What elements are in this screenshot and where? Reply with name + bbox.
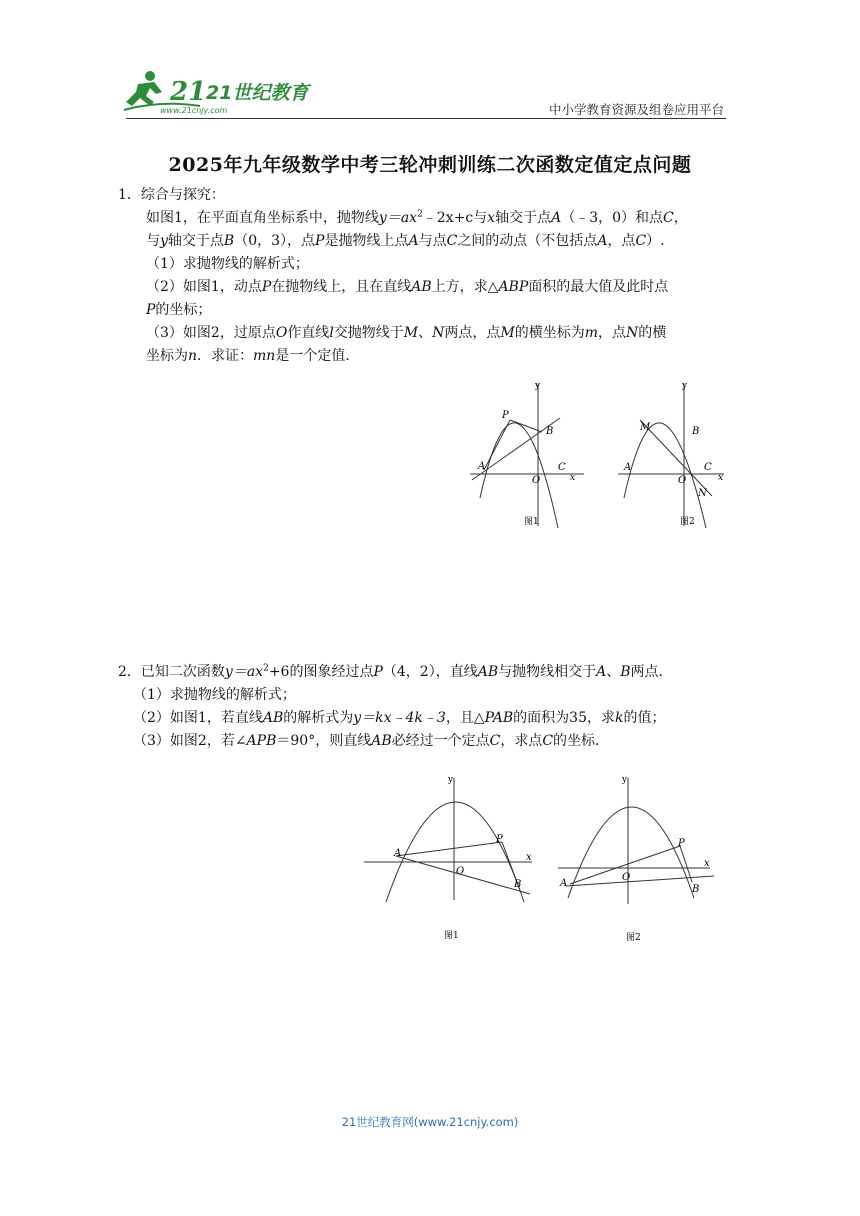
q1-figure-2 <box>616 378 728 530</box>
svg-text:B: B <box>546 426 554 437</box>
svg-text:y: y <box>682 381 688 391</box>
q1-figure-1 <box>466 378 592 530</box>
q2-fig1-caption: 图1 <box>444 931 459 941</box>
q2-stem: 2．已知二次函数$y=ax^2+6$的图象经过点P（4，2），直线AB与抛物线相交于A、B两点． <box>118 663 673 680</box>
svg-text:A: A <box>560 878 568 889</box>
svg-text:P: P <box>502 410 509 421</box>
svg-text:B: B <box>692 884 700 895</box>
q2-part1: （1）求抛物线的解析式； <box>133 687 296 703</box>
svg-text:C: C <box>558 462 566 473</box>
q1-fig2-caption: 图2 <box>680 517 695 527</box>
q1-part3-cont: 坐标为n．求证：mn是一个定值． <box>146 348 360 364</box>
svg-text:N: N <box>698 488 707 499</box>
svg-text:C: C <box>704 462 712 473</box>
svg-text:B: B <box>514 879 522 890</box>
line-l <box>640 420 712 496</box>
svg-text:O: O <box>622 872 631 883</box>
q1-part2-cont: P的坐标； <box>146 302 212 318</box>
site-logo[interactable] <box>120 66 310 118</box>
svg-text:P: P <box>496 834 503 845</box>
q2-fig2-caption: 图2 <box>626 933 641 943</box>
footer-link[interactable]: 21世纪教育网(www.21cnjy.com) <box>341 1115 519 1129</box>
svg-text:P: P <box>678 838 685 849</box>
svg-text:x: x <box>704 858 710 869</box>
q2-figure-1 <box>360 772 540 942</box>
logo-text: 21世纪教育 <box>206 82 309 104</box>
q2-part2: （2）如图1，若直线AB的解析式为y＝kx﹣4k﹣3，且△PAB的面积为35，求k的值； <box>133 710 666 726</box>
segment-ap <box>396 842 502 856</box>
svg-text:21: 21 <box>170 77 207 107</box>
svg-text:O: O <box>532 475 541 486</box>
q1-fig1-caption: 图1 <box>524 517 539 527</box>
svg-text:O: O <box>456 866 465 877</box>
svg-text:A: A <box>478 461 486 472</box>
header-divider <box>126 118 726 119</box>
parabola <box>386 802 524 902</box>
svg-text:O: O <box>678 475 687 486</box>
q1-stem-line2: 与y轴交于点B（0，3），点P是抛物线上点A与点C之间的动点（不包括点A，点C）. <box>146 233 665 249</box>
svg-text:A: A <box>394 848 402 859</box>
page-title: 2025年九年级数学中考三轮冲刺训练二次函数定值定点问题 <box>168 154 692 176</box>
logo-url: www.21cnjy.com <box>160 106 228 115</box>
svg-text:y: y <box>448 775 454 785</box>
svg-text:y: y <box>622 775 628 785</box>
svg-text:x: x <box>570 473 576 483</box>
q1-part1: （1）求抛物线的解析式； <box>146 256 309 272</box>
svg-text:B: B <box>692 426 700 437</box>
q1-part2: （2）如图1，动点P在抛物线上，且在直线AB上方，求△ABP面积的最大值及此时点 <box>146 279 669 295</box>
svg-text:M: M <box>640 422 651 433</box>
parabola <box>624 423 706 528</box>
q1-stem-line1: 如图1，在平面直角坐标系中，抛物线$y=ax^2﹣2x+c$与x轴交于点A（﹣3，0）和点C， <box>146 209 688 226</box>
platform-tagline: 中小学教育资源及组卷应用平台 <box>548 102 724 117</box>
q1-heading: 1．综合与探究： <box>118 187 225 203</box>
parabola <box>480 423 558 528</box>
q2-part3: （3）如图2，若∠APB＝90°，则直线AB必经过一个定点C，求点C的坐标． <box>133 733 610 749</box>
svg-text:x: x <box>718 473 724 483</box>
q2-figure-2 <box>556 772 716 944</box>
svg-text:A: A <box>624 462 632 473</box>
svg-text:y: y <box>535 381 541 391</box>
svg-text:x: x <box>526 852 532 863</box>
q1-part3: （3）如图2，过原点O作直线l交抛物线于M、N两点，点M的横坐标为m，点N的横 <box>146 325 667 341</box>
